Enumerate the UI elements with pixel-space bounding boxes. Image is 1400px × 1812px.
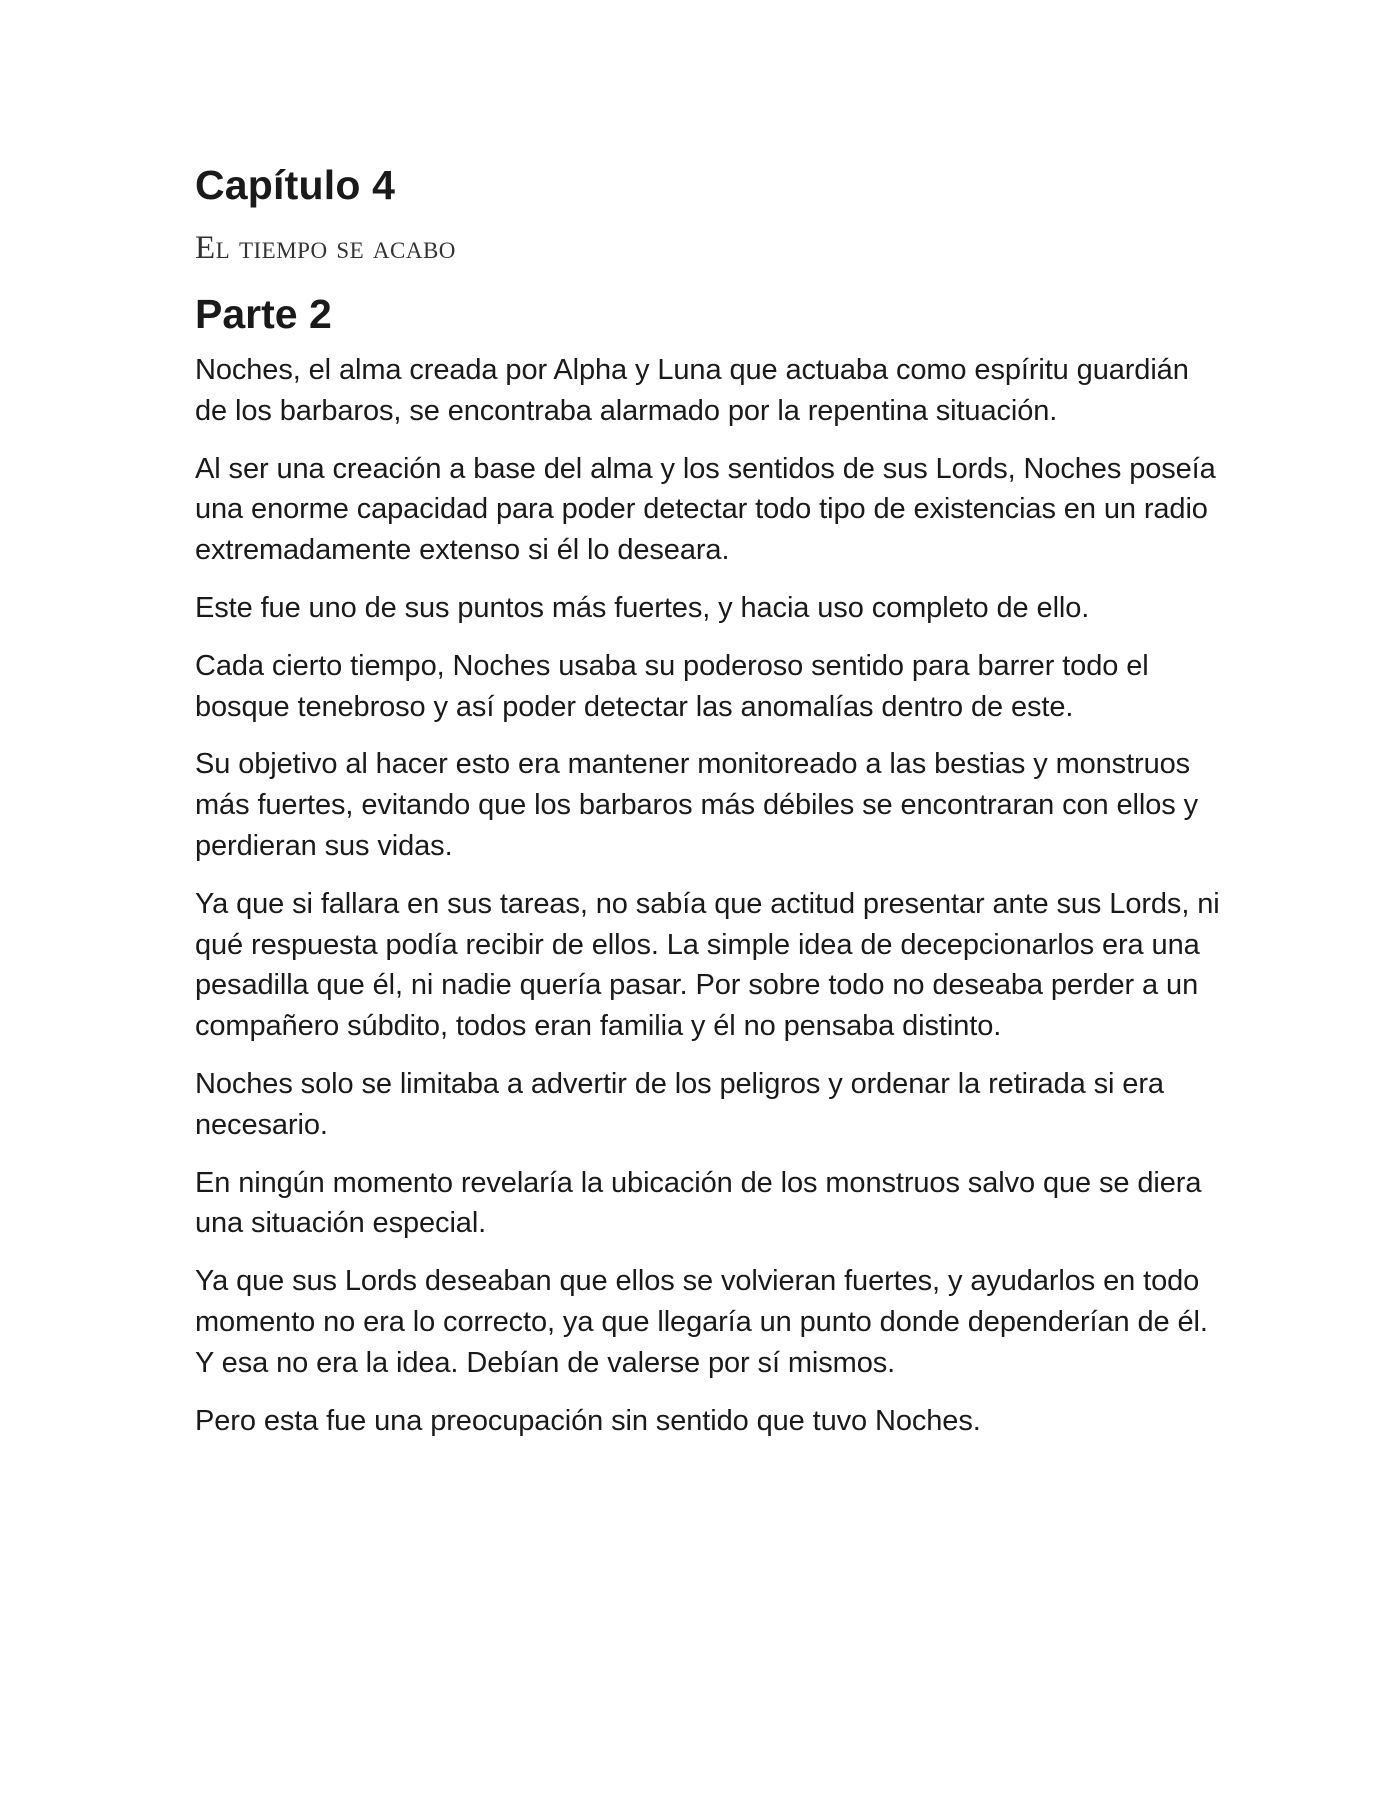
paragraph: Noches solo se limitaba a advertir de los peligros y ordenar la retirada si era necesario. (195, 1067, 1164, 1141)
paragraph: Cada cierto tiempo, Noches usaba su poderoso sentido para barrer todo el bosque tenebroso y así poder detectar las anomalías dentro de este. (195, 649, 1149, 723)
paragraph: Este fue uno de sus puntos más fuertes, y hacia uso completo de ello. (195, 591, 1090, 624)
paragraph: Ya que sus Lords deseaban que ellos se volvieran fuertes, y ayudarlos en todo momento no era lo correcto, ya que llegaría un punto donde dependerían de él. Y esa no era la idea. Debían de valerse por sí mismos. (195, 1265, 1208, 1379)
page-content (195, 158, 1225, 1458)
chapter-subtitle: El tiempo se acabo (195, 230, 456, 266)
body-text (195, 350, 1225, 1441)
paragraph: Su objetivo al hacer esto era mantener monitoreado a las bestias y monstruos más fuertes, evitando que los barbaros más débiles se encontraran con ellos y perdieran sus vidas. (195, 748, 1199, 862)
paragraph: Pero esta fue una preocupación sin sentido que tuvo Noches. (195, 1404, 981, 1437)
part-title: Parte 2 (195, 291, 332, 337)
paragraph: Al ser una creación a base del alma y los sentidos de sus Lords, Noches poseía una enorme capacidad para poder detectar todo tipo de existencias en un radio extremadamente extenso si él lo deseara. (195, 452, 1216, 567)
chapter-title: Capítulo 4 (195, 162, 396, 208)
paragraph: Noches, el alma creada por Alpha y Luna que actuaba como espíritu guardián de los barbaros, se encontraba alarmado por la repentina situación. (195, 354, 1189, 427)
paragraph: En ningún momento revelaría la ubicación de los monstruos salvo que se diera una situación especial. (195, 1166, 1202, 1240)
paragraph: Ya que si fallara en sus tareas, no sabía que actitud presentar ante sus Lords, ni qué respuesta podía recibir de ellos. La simple idea de decepcionarlos era una pesadilla que él, ni nadie quería pasar. Por sobre todo no deseaba perder a un compañero súbdito, todos eran familia y él no pensaba distinto. (195, 887, 1220, 1043)
